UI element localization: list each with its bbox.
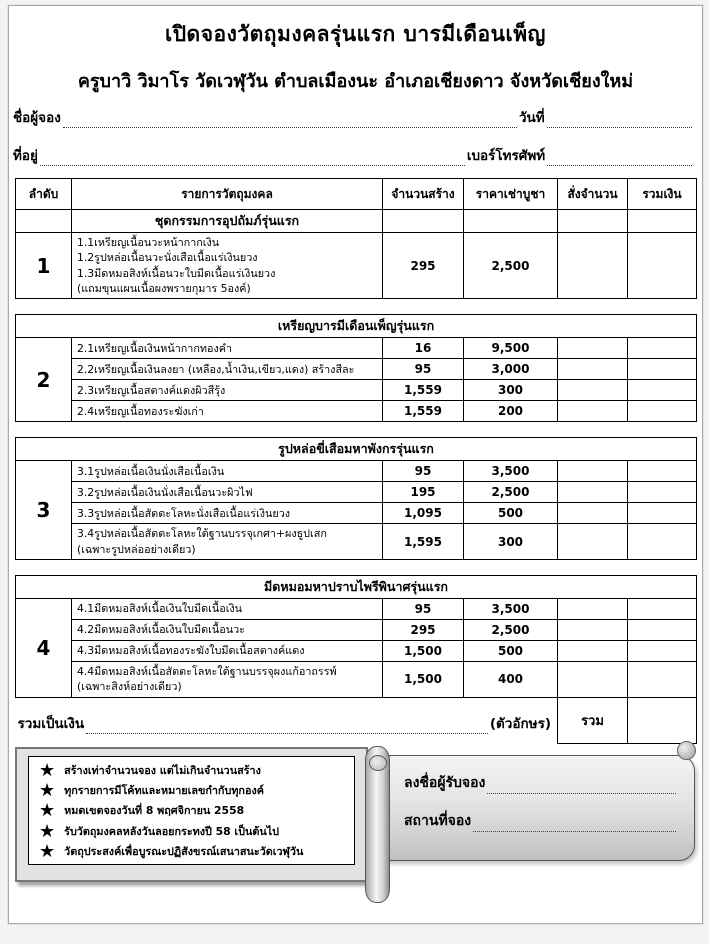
item-row [16,598,697,619]
item-line: 3.4รูปหล่อเนื้อสัตตะโลหะใต้ฐานบรรจุเกศา+ผงธูปเสก [77,527,327,541]
item-description [72,338,383,359]
row-total-cell [628,524,697,560]
section-number: 1 [16,233,72,299]
item-row [16,233,697,299]
item-line: 1.1เหรียญเนื้อนวะหน้ากากเงิน [77,236,220,249]
column-header: รายการวัตถุมงคล [72,179,383,210]
order-qty-cell [558,661,628,697]
made-qty: 1,095 [383,503,464,524]
note-text: รับวัตถุมงคลหลังวันลอยกระทงปี 58 เป็นต้นไป [64,824,280,838]
made-qty: 1,500 [383,640,464,661]
column-header: ลำดับ [16,179,72,210]
empty-cell [383,210,464,233]
item-description [72,598,383,619]
order-qty-cell [558,619,628,640]
item-row [16,380,697,401]
amount-in-words-area [16,697,558,743]
note-text: หมดเขตจองวันที่ 8 พฤศจิกายน 2558 [64,804,245,818]
item-description [72,524,383,560]
signature-scroll [365,741,698,911]
star-icon: ★ [39,800,56,822]
section-header-row [16,438,697,461]
item-line: 4.3มีดหมอสิงห์เนื้อทองระฆังใบมีดเนื้อสตางค์แดง [77,644,305,658]
item-line: 1.2รูปหล่อเนื้อนวะนั่งเสือเนื้อแร่เงินยวง [77,251,258,265]
item-line: 1.3มีดหมอสิงห์เนื้อนวะใบมีดเนื้อแร่เงินยวง [77,266,276,280]
rental-price: 3,000 [464,359,558,380]
address-phone-field-row [13,144,694,166]
note-item [39,840,350,862]
row-total-cell [628,661,697,697]
made-qty: 1,500 [383,661,464,697]
section-title: รูปหล่อขี่เสือมหาพังกรรุ่นแรก [16,438,697,461]
star-icon: ★ [39,760,56,781]
order-qty-cell [558,233,628,299]
order-qty-cell [558,524,628,560]
rental-price: 9,500 [464,338,558,359]
rental-price: 500 [464,640,558,661]
rental-price: 300 [464,380,558,401]
name-field-label: ชื่อผู้จอง [13,110,61,126]
name-date-field-row [13,106,694,128]
made-qty: 95 [383,359,464,380]
item-description [72,661,383,697]
scroll-roll-icon [365,746,390,903]
star-icon: ★ [39,840,56,862]
item-line: 2.3เหรียญเนื้อสตางค์แดงผิวสีรุ้ง [77,383,226,397]
order-qty-cell [558,461,628,482]
rental-price: 400 [464,661,558,697]
note-item [39,800,350,822]
item-row [16,401,697,422]
rental-price: 200 [464,401,558,422]
amount-in-words-line [18,712,552,743]
sign-line [404,772,678,794]
order-table-section-1 [15,178,697,299]
rental-price: 500 [464,503,558,524]
place-line [404,810,678,832]
item-row [16,503,697,524]
column-header: สั่งจำนวน [558,179,628,210]
form-page [8,5,703,924]
item-line: (เฉพาะรูปหล่ออย่างเดียว) [77,542,196,556]
page-title: เปิดจองวัตถุมงคลรุ่นแรก บารมีเดือนเพ็ญ [165,22,546,46]
rental-price: 2,500 [464,619,558,640]
order-qty-cell [558,359,628,380]
item-line: 4.2มีดหมอสิงห์เนื้อเงินใบมีดเนื้อนวะ [77,623,245,637]
section-number: 3 [16,461,72,560]
order-table-section-3 [15,437,697,560]
item-description [72,503,383,524]
note-text: สร้างเท่าจำนวนจอง แต่ไม่เกินจำนวนสร้าง [64,764,261,778]
row-total-cell [628,401,697,422]
made-qty: 1,559 [383,380,464,401]
section-number: 2 [16,338,72,422]
note-item [39,780,350,802]
section-number: 4 [16,598,72,697]
empty-cell [464,210,558,233]
rental-price: 2,500 [464,482,558,503]
item-row [16,359,697,380]
star-icon: ★ [39,780,56,802]
item-description [72,619,383,640]
section-header-row [16,210,697,233]
column-header: รวมเงิน [628,179,697,210]
rental-price: 2,500 [464,233,558,299]
section-title: ชุดกรรมการอุปถัมภ์รุ่นแรก [72,210,383,233]
item-line: 3.3รูปหล่อเนื้อสัตตะโลหะนั่งเสือเนื้อแร่เงินยวง [77,506,291,520]
sign-label: ลงชื่อผู้รับจอง [404,775,486,791]
item-description [72,401,383,422]
item-row [16,640,697,661]
order-tables [15,178,696,759]
row-total-cell [628,503,697,524]
date-field-label: วันที่ [518,110,545,126]
order-qty-cell [558,401,628,422]
row-total-cell [628,482,697,503]
order-qty-cell [558,640,628,661]
item-line: 2.1เหรียญเนื้อเงินหน้ากากทองคำ [77,341,233,355]
phone-field-blank [547,150,692,166]
item-line: 2.2เหรียญเนื้อเงินลงยา (เหลือง,น้ำเงิน,เขียว,แดง) สร้างสีละ [77,362,355,376]
note-item [39,760,350,781]
star-icon: ★ [39,820,56,842]
order-qty-cell [558,503,628,524]
summary-row [16,697,697,743]
phone-field-label: เบอร์โทรศัพท์ [466,148,546,164]
item-line: 2.4เหรียญเนื้อทองระฆังเก่า [77,404,204,418]
item-description [72,359,383,380]
section-header-row [16,575,697,598]
item-description [72,233,383,299]
item-line: 3.1รูปหล่อเนื้อเงินนั่งเสือเนื้อเงิน [77,464,225,478]
sign-blank [487,778,676,794]
empty-cell [558,210,628,233]
row-total-cell [628,359,697,380]
rental-price: 300 [464,524,558,560]
made-qty: 95 [383,598,464,619]
rental-price: 3,500 [464,461,558,482]
amount-in-words-blank [86,718,488,734]
column-header: ราคาเช่าบูชา [464,179,558,210]
scroll-roll-cap-icon [369,755,387,771]
made-qty: 1,559 [383,401,464,422]
scroll-banner [381,755,695,861]
item-description [72,461,383,482]
item-line: 4.1มีดหมอสิงห์เนื้อเงินใบมีดเนื้อเงิน [77,602,243,616]
made-qty: 1,595 [383,524,464,560]
notes-box-inner [28,756,355,865]
made-qty: 295 [383,233,464,299]
item-row [16,482,697,503]
scroll-curl-icon [677,741,696,760]
order-table-section-2 [15,314,697,422]
row-total-cell [628,380,697,401]
table-header-row [16,179,697,210]
item-line: 4.4มีดหมอสิงห์เนื้อสัตตะโลหะใต้ฐานบรรจุผงแก้อาถรรพ์ [77,664,337,678]
made-qty: 16 [383,338,464,359]
order-qty-cell [558,598,628,619]
name-field-blank [63,112,517,128]
date-field-blank [547,112,692,128]
order-table-section-4 [15,575,697,744]
section-header-row [16,315,697,338]
made-qty: 95 [383,461,464,482]
empty-cell [16,210,72,233]
notes-box [15,747,368,882]
item-line: (แถมขุนแผนเนื้อผงพรายกุมาร 5องค์) [77,281,251,295]
item-row [16,619,697,640]
notes-list [39,760,350,862]
grand-total-cell [628,697,697,743]
item-description [72,380,383,401]
order-qty-cell [558,338,628,359]
item-description [72,482,383,503]
item-row [16,661,697,697]
item-line: (เฉพาะสิงห์อย่างเดียว) [77,680,182,694]
item-row [16,461,697,482]
place-label: สถานที่จอง [404,813,472,829]
place-blank [473,816,676,832]
item-description [72,640,383,661]
rental-price: 3,500 [464,598,558,619]
grand-total-label: รวม [558,697,628,743]
order-qty-cell [558,482,628,503]
item-row [16,524,697,560]
section-title: เหรียญบารมีเดือนเพ็ญรุ่นแรก [16,315,697,338]
column-header: จำนวนสร้าง [383,179,464,210]
made-qty: 295 [383,619,464,640]
page-subtitle: ครูบาวิ วิมาโร วัดเวฬุวัน ตำบลเมืองนะ อำเภอเชียงดาว จังหวัดเชียงใหม่ [77,71,634,92]
address-field-blank [40,150,465,166]
row-total-cell [628,619,697,640]
amount-in-words-suffix: (ตัวอักษร) [489,716,551,733]
item-line: 3.2รูปหล่อเนื้อเงินนั่งเสือเนื้อนวะผิวไฟ [77,485,253,499]
note-text: วัตถุประสงค์เพื่อบูรณะปฏิสังขรณ์เสนาสนะวัดเวฬุวัน [64,844,304,858]
row-total-cell [628,640,697,661]
row-total-cell [628,461,697,482]
order-qty-cell [558,380,628,401]
section-title: มีดหมอมหาปราบไพรีพินาศรุ่นแรก [16,575,697,598]
address-field-label: ที่อยู่ [13,148,38,164]
row-total-cell [628,233,697,299]
row-total-cell [628,338,697,359]
amount-in-words-label: รวมเป็นเงิน [17,716,85,733]
note-item [39,820,350,842]
note-text: ทุกรายการมีโค้ทและหมายเลขกำกับทุกองค์ [64,784,264,798]
item-row [16,338,697,359]
row-total-cell [628,598,697,619]
empty-cell [628,210,697,233]
made-qty: 195 [383,482,464,503]
